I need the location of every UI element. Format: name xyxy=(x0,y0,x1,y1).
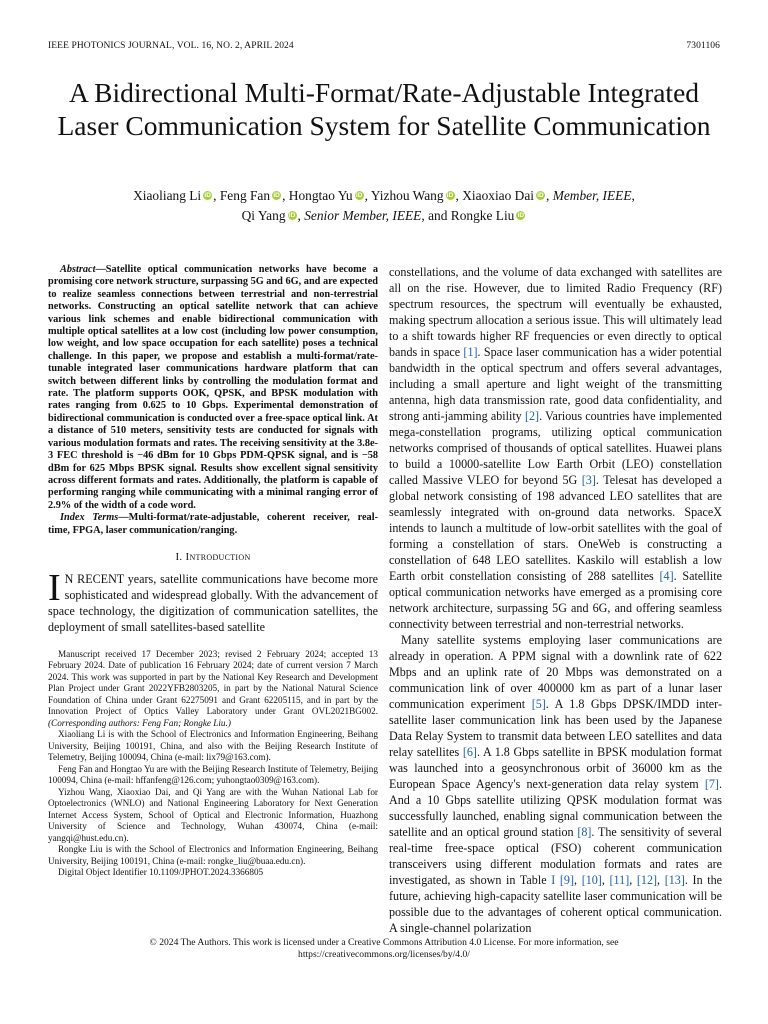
author-membership: Member, IEEE xyxy=(552,188,632,203)
orcid-icon[interactable]: iD xyxy=(446,192,454,199)
body-text: . Space laser communication has a wider potential bandwidth in the optical spectrum and offers several advantages, including a small aperture and light weight of the transmitting antenna, high data transmission rate, good data confidentiality, and strong anti-jamming ability xyxy=(389,345,722,423)
orcid-icon[interactable]: iD xyxy=(355,192,363,199)
footnote-affiliation: Yizhou Wang, Xiaoxiao Dai, and Qi Yang are with the Wuhan National Lab for Optoelectronics (WNLO) and National Engineering Laboratory for Next Generation Internet Access System, School of Optical and Electronic Information, Huazhong University of Science and Technology, Wuhan 430074, China (e-mail: yangqi@hust.edu.cn). xyxy=(48,786,378,843)
footnotes xyxy=(48,649,378,879)
body-text: . And a 10 Gbps satellite utilizing QPSK modulation format was successfully launched, enabling signal communication between the satellite and an optical ground station xyxy=(389,777,722,839)
intro-paragraph xyxy=(48,566,378,635)
orcid-icon[interactable]: iD xyxy=(288,212,296,219)
footnote-manuscript xyxy=(48,649,378,730)
body-text: . A 1.8 Gbps satellite in BPSK modulation format was launched into a geosynchronous orbit of 36000 km as the European Space Agency's next-generation data relay system xyxy=(389,745,722,791)
orcid-icon[interactable]: iD xyxy=(537,192,544,199)
author-membership: Senior Member, IEEE xyxy=(304,208,422,223)
body-text: . In the future, achieving high-capacity satellite laser communication will be possible due to the advantages of coherent optical communication. A single-channel polarization xyxy=(389,873,723,935)
citation-link[interactable]: [7] xyxy=(704,777,719,791)
author-name[interactable]: Xiaoxiao Dai xyxy=(462,188,534,203)
body-text: Many satellite systems employing laser communications are already in operation. A PPM signal with a downlink rate of 622 Mbps and an uplink rate of 20 Mbps was demonstrated on a communication link of over 400000 km as part of a lunar laser communication experiment xyxy=(389,633,722,711)
citation-link[interactable]: [11] xyxy=(609,873,630,887)
body-text: , xyxy=(574,873,582,887)
paper-title: A Bidirectional Multi-Format/Rate-Adjustable Integrated Laser Communication System for Satellite Communication xyxy=(57,77,711,141)
right-column xyxy=(389,264,722,936)
orcid-icon[interactable]: iD xyxy=(204,192,211,199)
body-text: . Telesat has developed a global network consisting of 198 advanced LEO satellites that are seamlessly integrated with on-ground data networks. SpaceX intends to launch a multitude of low-orbit satellites with the goal of forming a constellation of stars. OneWeb is constructing a constellation of 648 LEO satellites. Kaskilo will establish a low Earth orbit constellation consisting of 288 satellites xyxy=(389,473,722,583)
author-name[interactable]: Xiaoliang Li xyxy=(133,188,202,203)
body-text: , xyxy=(657,873,665,887)
footnote-affiliation: Rongke Liu is with the School of Electronics and Information Engineering, Beihang University, Beijing 100191, China (e-mail: rongke_liu@buaa.edu.cn). xyxy=(48,844,378,866)
body-text: . Various countries have implemented mega-constellation programs, utilizing optical communication networks comprised of thousands of optical satellites. Huawei plans to build a 10000-satellite Low Earth Orbit (LEO) constellation called Massive VLEO for beyond 5G xyxy=(389,409,722,487)
index-terms xyxy=(48,512,378,537)
table-link[interactable]: I xyxy=(551,873,556,887)
citation-link[interactable]: [13] xyxy=(664,873,685,887)
abstract-lead: Abstract xyxy=(60,264,96,275)
citation-link[interactable]: [6] xyxy=(462,745,477,759)
running-header-article-number: 7301106 xyxy=(686,41,720,51)
citation-link[interactable]: [4] xyxy=(659,569,674,583)
abstract-text: —Satellite optical communication networks have become a promising core network structure, surpassing 5G and 6G, and are expected to realize seamless connections between terrestrial and non-terrestrial networks. Constructing an optical satellite network that can achieve various link schemes and enable bidirectional communication with multiple optical satellites at a low cost (including low power consumption, low weight, and low space occupation for each satellite) poses a technical challenge. In this paper, we propose and establish a multi-format/rate-tunable integrated laser communications hardware platform that can switch between different links by controlling the modulation format and rate. The platform supports OOK, QPSK, and BPSK modulation with rates ranging from 0.625 to 10 Gbps. Experimental demonstration of bidirectional communication is conducted over a free-space optical link. At a distance of 510 meters, sensitivity tests are conducted for signals with various modulation formats and rates. The receiving sensitivity at the 3.8e-3 FEC threshold is −46 dBm for 10 Gbps PDM-QPSK signal, and is −58 dBm for 625 Mbps BPSK signal. Results show excellent signal sensitivity across different formats and rates. Additionally, the platform is capable of performing ranging while communicating with a minimal ranging error of 2.9% of the width of a code word. xyxy=(48,264,378,511)
intro-text: N RECENT years, satellite communications have become more sophisticated and widespread globally. With the advancement of space technology, the digitization of communication satellites, the deployment of small satellites-based satellite xyxy=(48,571,378,634)
abstract xyxy=(48,264,378,512)
body-text: constellations, and the volume of data exchanged with satellites are all on the rise. However, due to limited Radio Frequency (RF) spectrum resources, the spectrum will eventually be exhausted, making spectrum allocation a serious issue. This will ultimately lead to a shift towards higher RF frequencies or even directly to optical bands in space xyxy=(389,265,722,359)
running-header-journal: IEEE PHOTONICS JOURNAL, VOL. 16, NO. 2, APRIL 2024 xyxy=(48,41,294,51)
section-title: Introduction xyxy=(185,550,251,563)
index-terms-lead: Index Terms xyxy=(60,512,119,524)
drop-cap: I xyxy=(48,566,61,609)
body-text: . Satellite optical communication networks have emerged as a promising core network architecture, surpassing 5G and 6G, and offering seamless connectivity between terrestrial and non-terrestrial networks. xyxy=(389,569,722,631)
orcid-icon[interactable]: iD xyxy=(273,192,280,199)
body-text: , xyxy=(629,873,637,887)
citation-link[interactable]: [8] xyxy=(577,825,592,839)
footnote-doi[interactable]: Digital Object Identifier 10.1109/JPHOT.2024.3366805 xyxy=(58,867,264,878)
license-notice xyxy=(60,937,708,961)
citation-link[interactable]: [3] xyxy=(581,473,596,487)
license-text: © 2024 The Authors. This work is licensed under a Creative Commons Attribution 4.0 License. For more information, see xyxy=(149,937,619,948)
citation-link[interactable]: [2] xyxy=(524,409,540,423)
section-heading xyxy=(48,551,378,563)
orcid-icon[interactable]: iD xyxy=(517,212,525,219)
body-text: . A 1.8 Gbps DPSK/IMDD inter-satellite laser communication link has been used by the Japanese Data Relay System to transmit data between LEO satellites and data relay satellites xyxy=(389,697,722,759)
author-list: Xiaoliang Li iD , Feng Fan iD , Hongtao Yu iD , Yizhou Wang iD , Xiaoxiao Dai iD , Member, IEEE, Qi Yang iD , Senior Member, IEEE, and Rongke Liu iD xyxy=(133,188,635,223)
author-name[interactable]: Feng Fan xyxy=(219,188,271,203)
author-conjunction: and xyxy=(428,208,448,223)
body-paragraph xyxy=(389,264,722,632)
body-text: , xyxy=(601,873,610,887)
footnote-affiliation: Xiaoliang Li is with the School of Electronics and Information Engineering, Beihang University, Beijing 100191, China, and also with the Beijing Research Institute of Telemetry, Beijing 100094, China (e-mail: lix79@163.com). xyxy=(48,729,378,763)
body-paragraph xyxy=(389,632,722,936)
footnote-affiliation: Feng Fan and Hongtao Yu are with the Beijing Research Institute of Telemetry, Beijing 100094, China (e-mail: hffanfeng@126.com; yuhongtao0309@163.com). xyxy=(48,763,378,786)
citation-link[interactable]: [9] xyxy=(559,873,575,887)
author-name[interactable]: Qi Yang xyxy=(241,208,286,223)
section-number: I. xyxy=(175,550,183,563)
author-name[interactable]: Yizhou Wang xyxy=(370,188,444,203)
author-name[interactable]: Rongke Liu xyxy=(450,208,515,223)
citation-link[interactable]: [1] xyxy=(463,345,478,359)
corresponding-authors: (Corresponding authors: Feng Fan; Rongke Liu.) xyxy=(48,717,231,728)
index-terms-text: —Multi-format/rate-adjustable, coherent receiver, real-time, FPGA, laser communication/ranging. xyxy=(48,512,378,536)
author-name[interactable]: Hongtao Yu xyxy=(288,188,353,203)
footnote-text: Manuscript received 17 December 2023; revised 2 February 2024; accepted 13 February 2024. Date of publication 16 February 2024; date of current version 7 March 2024. This work was supported in part by the National Key Research and Development Plan Project under Grant 2022YFB2803205, in part by the National Natural Science Foundation of China under Grant 62275091 and Grant 62205115, and in part by the Innovation Project of Optics Valley Laboratory under Grant OVL2021BG002. xyxy=(48,648,378,717)
citation-link[interactable]: [12] xyxy=(636,873,658,887)
left-column xyxy=(48,264,378,879)
citation-link[interactable]: [10] xyxy=(581,873,602,887)
body-text: . The sensitivity of several real-time free-space optical (FSO) coherent communication transceivers using different modulation formats and rates are investigated, as shown in Table xyxy=(389,825,722,887)
citation-link[interactable]: [5] xyxy=(531,697,546,711)
license-url[interactable]: https://creativecommons.org/licenses/by/4.0/ xyxy=(298,949,470,960)
